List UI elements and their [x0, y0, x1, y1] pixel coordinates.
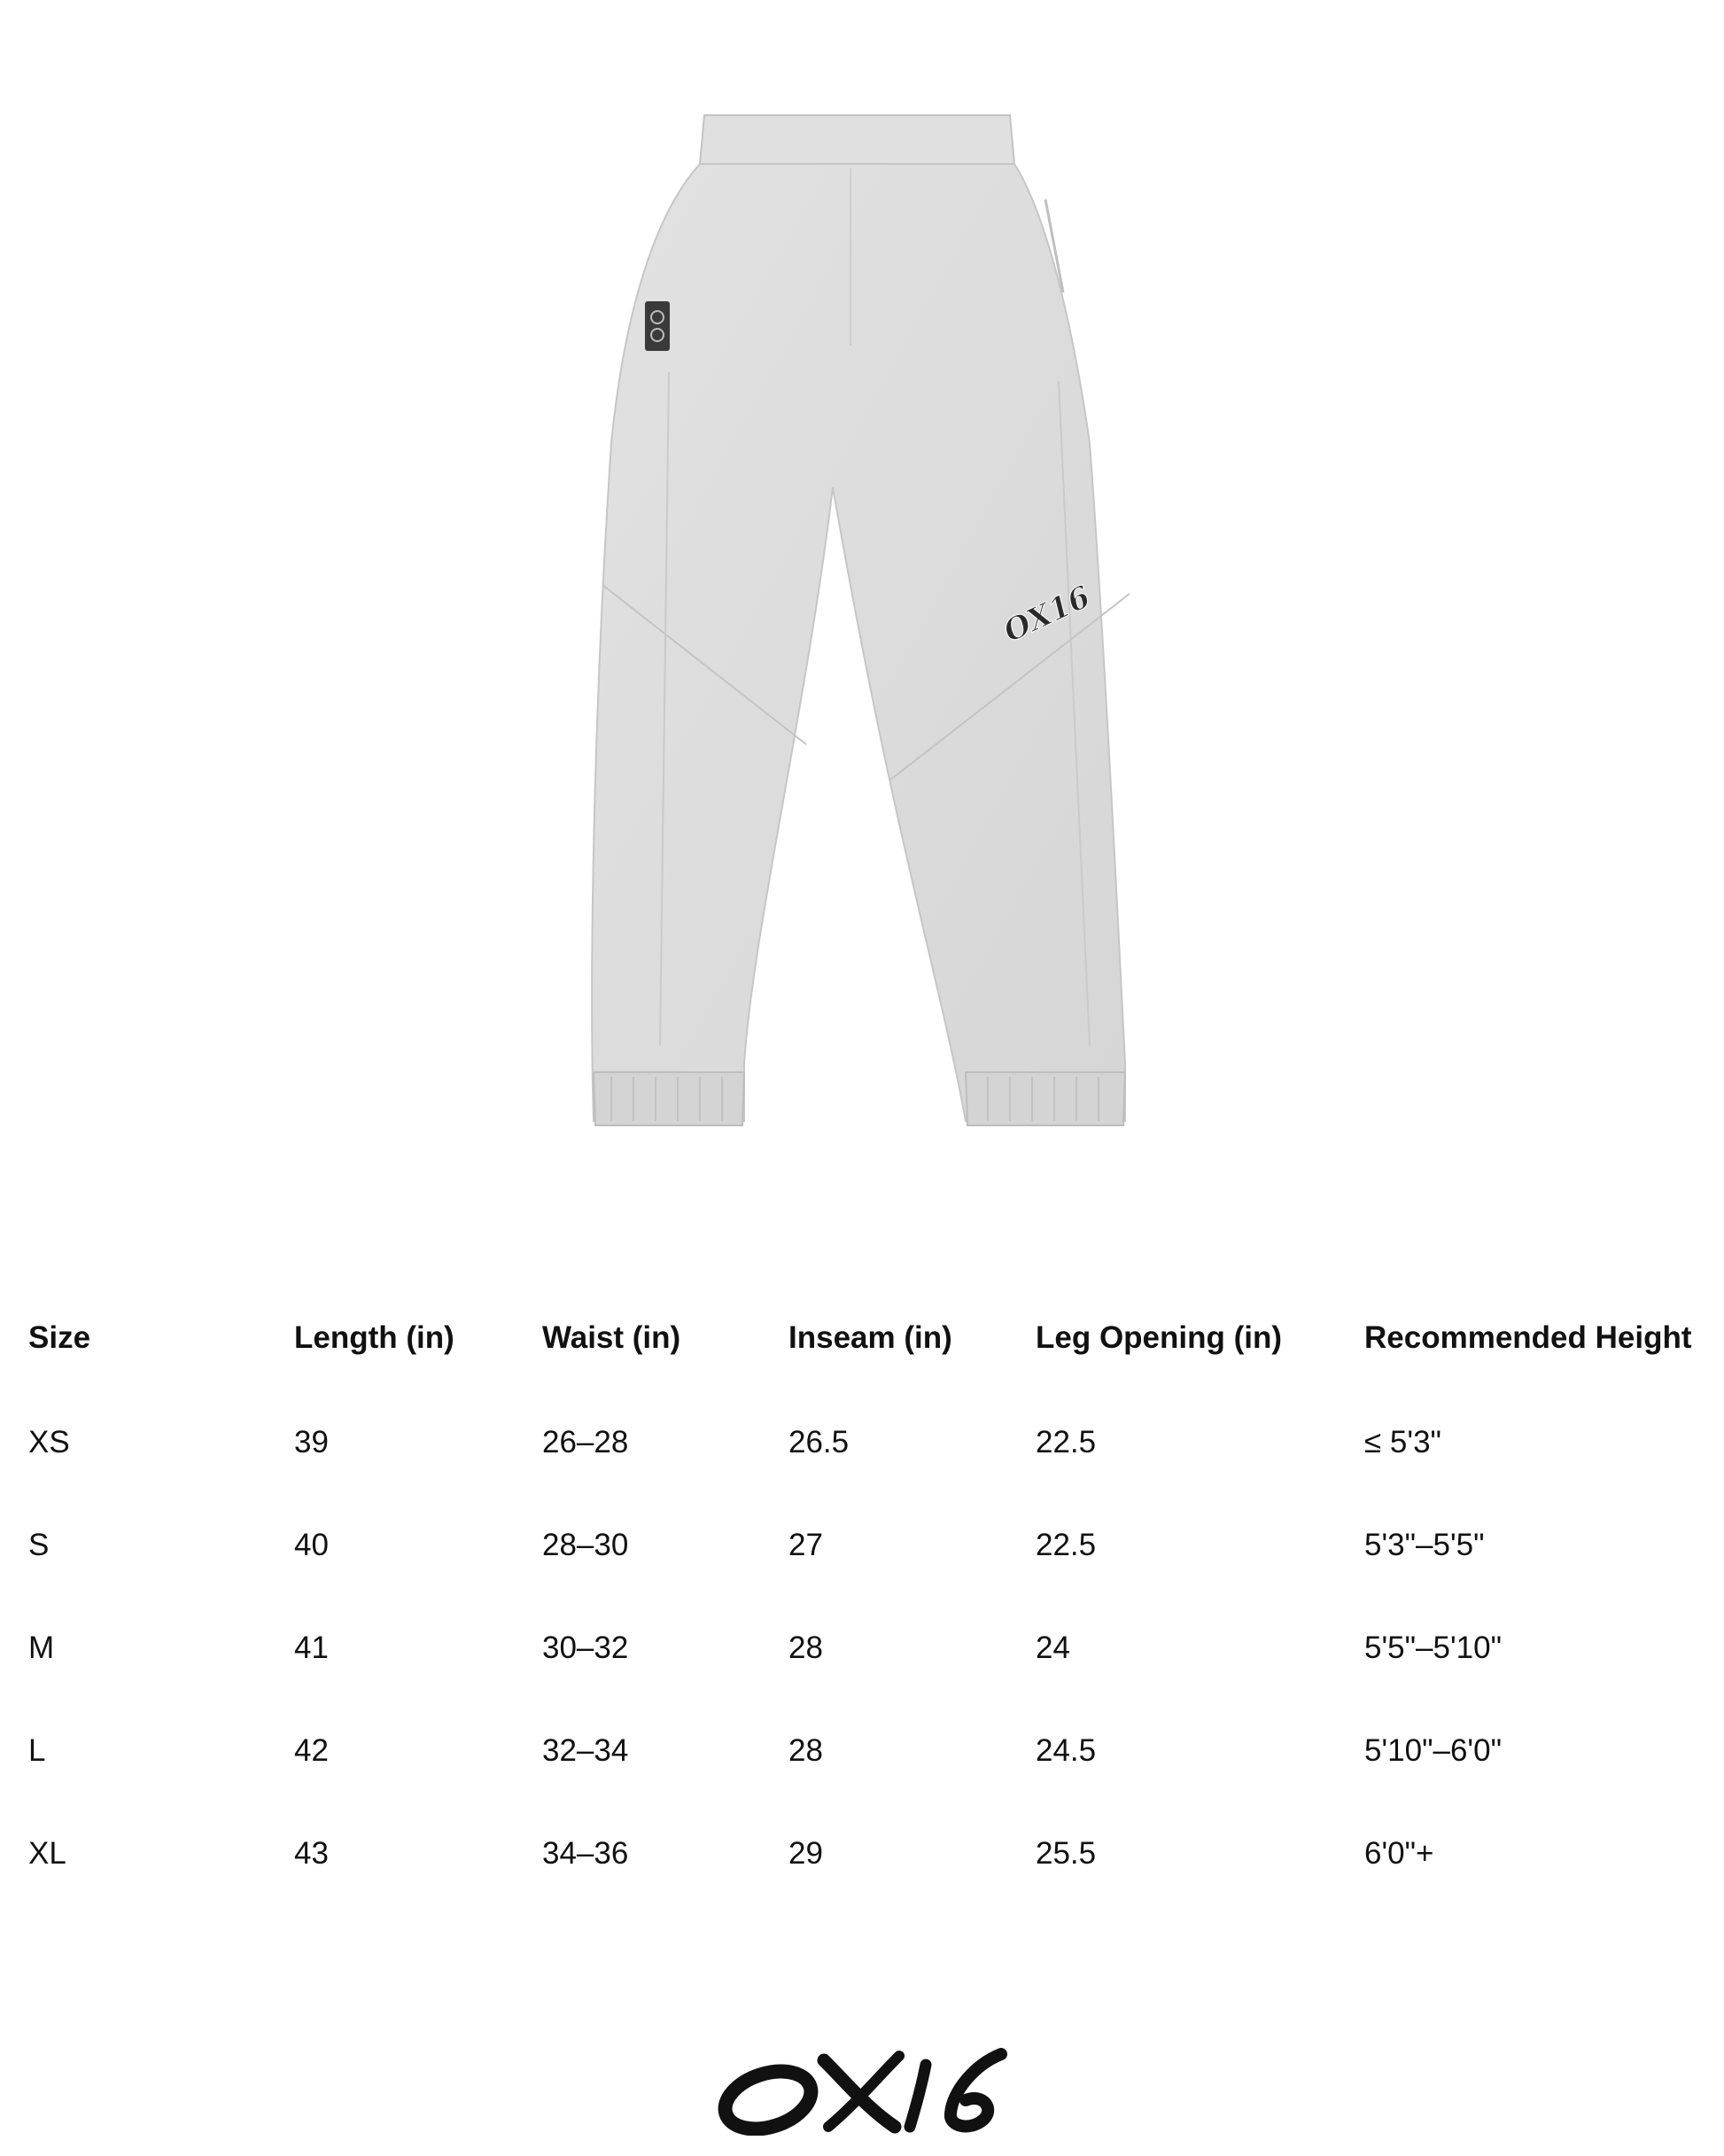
cell-waist: 34–36	[542, 1836, 629, 1871]
cell-size: XS	[28, 1425, 70, 1459]
table-row	[0, 1802, 1724, 1905]
cell-waist: 30–32	[542, 1631, 629, 1665]
table-row	[0, 1391, 1724, 1494]
cell-height: 5'5"–5'10"	[1364, 1631, 1503, 1665]
grey-sweatpants-image	[478, 89, 1240, 1152]
header-size: Size	[28, 1320, 91, 1355]
cell-leg-opening: 25.5	[1036, 1836, 1097, 1871]
ox16-script-logo-icon	[713, 2038, 1014, 2136]
pocket-tag-icon	[645, 301, 670, 351]
table-header-row	[0, 1285, 1724, 1391]
cell-size: M	[28, 1631, 55, 1665]
cell-waist: 26–28	[542, 1425, 629, 1459]
cell-length: 39	[294, 1425, 329, 1459]
cell-size: S	[28, 1528, 50, 1562]
cell-height: ≤ 5'3"	[1364, 1425, 1441, 1459]
table-row	[0, 1494, 1724, 1597]
cell-height: 5'10"–6'0"	[1364, 1733, 1503, 1768]
cell-leg-opening: 22.5	[1036, 1528, 1097, 1562]
cell-waist: 28–30	[542, 1528, 629, 1562]
cell-leg-opening: 24.5	[1036, 1733, 1097, 1768]
cell-inseam: 29	[788, 1836, 823, 1871]
cell-leg-opening: 24	[1036, 1631, 1070, 1665]
header-waist: Waist (in)	[542, 1320, 681, 1355]
cell-height: 6'0"+	[1364, 1836, 1434, 1871]
cell-size: L	[28, 1733, 46, 1768]
cell-length: 41	[294, 1631, 329, 1665]
header-leg-opening: Leg Opening (in)	[1036, 1320, 1283, 1355]
cell-inseam: 26.5	[788, 1425, 850, 1459]
table-row	[0, 1597, 1724, 1700]
cell-inseam: 28	[788, 1733, 823, 1768]
cell-inseam: 27	[788, 1528, 823, 1562]
cell-length: 42	[294, 1733, 329, 1768]
cell-leg-opening: 22.5	[1036, 1425, 1097, 1459]
header-length: Length (in)	[294, 1320, 454, 1355]
cell-waist: 32–34	[542, 1733, 629, 1768]
table-row	[0, 1700, 1724, 1802]
svg-text:OX16: OX16	[998, 579, 1096, 650]
size-chart-table	[0, 1285, 1724, 1905]
cell-length: 40	[294, 1528, 329, 1562]
header-inseam: Inseam (in)	[788, 1320, 952, 1355]
cell-inseam: 28	[788, 1631, 823, 1665]
cell-height: 5'3"–5'5"	[1364, 1528, 1485, 1562]
cell-length: 43	[294, 1836, 329, 1871]
header-recommended-height: Recommended Height	[1364, 1320, 1692, 1355]
cell-size: XL	[28, 1836, 66, 1871]
